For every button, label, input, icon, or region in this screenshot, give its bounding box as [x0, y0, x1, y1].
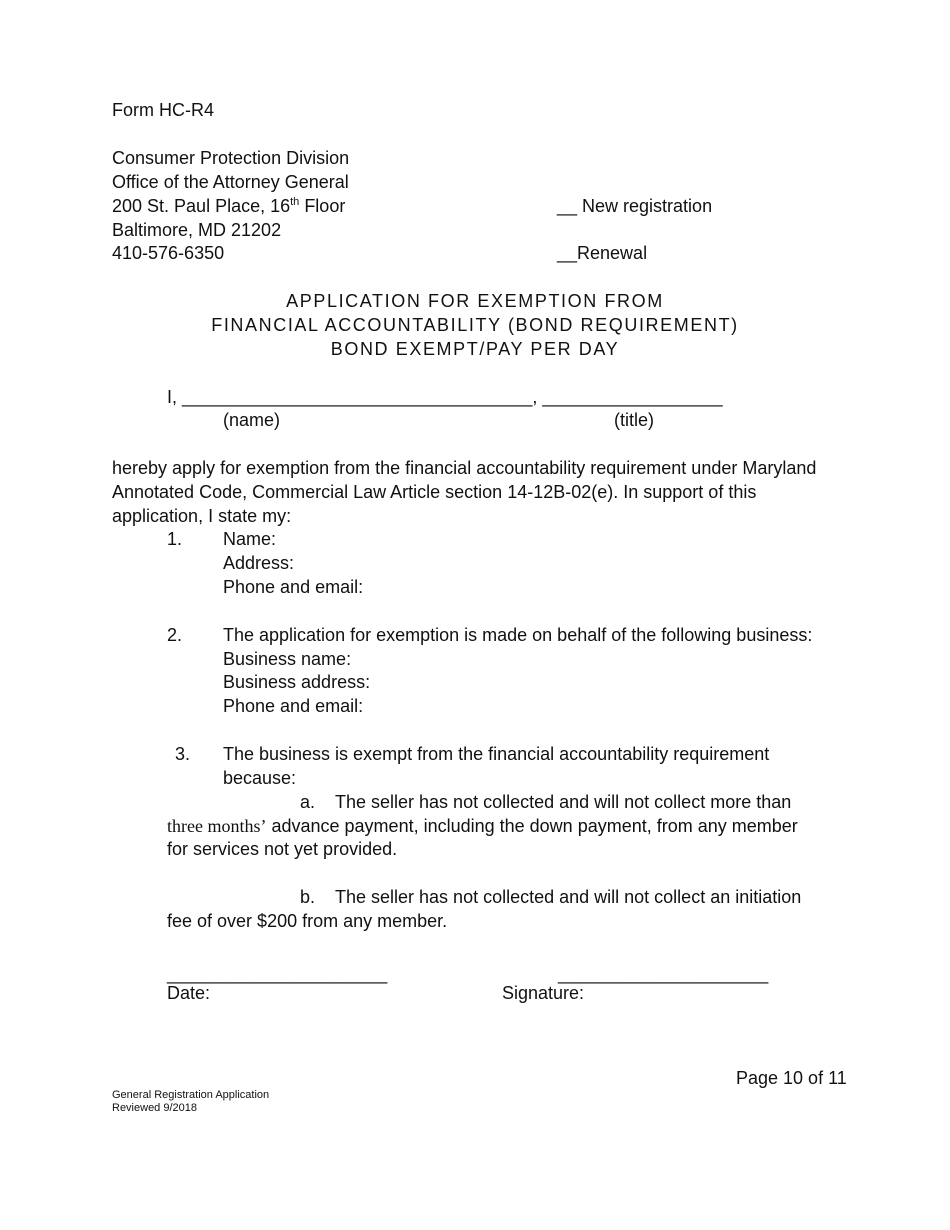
signature-label: Signature: [502, 983, 585, 1003]
item-1-address: Address: [223, 553, 295, 573]
item-1-name: Name: [223, 529, 277, 549]
street-sup: th [290, 196, 300, 208]
declaration-fill-line[interactable]: I, ___________________________________, __________________ [167, 387, 723, 407]
date-fill-line[interactable]: ______________________ [167, 964, 388, 984]
item-3a-serif-phrase: three months’ [167, 816, 267, 836]
street-pre: 200 St. Paul Place, 16 [112, 196, 291, 216]
name-caption: (name) [223, 410, 281, 430]
item-3a-line-2-rest: advance payment, including the down payment, from any member [266, 816, 798, 836]
item-1-number: 1. [167, 529, 183, 549]
office-name: Office of the Attorney General [112, 172, 349, 192]
page-number: Page 10 of 11 [736, 1068, 847, 1088]
office-division: Consumer Protection Division [112, 148, 350, 168]
office-phone: 410-576-6350 [112, 243, 225, 263]
date-label: Date: [167, 983, 211, 1003]
item-3-number: 3. [175, 744, 191, 764]
intro-line-1: hereby apply for exemption from the financial accountability requirement under Maryland [112, 458, 817, 478]
item-3b-label: b. [300, 887, 316, 907]
title-line-2: FINANCIAL ACCOUNTABILITY (BOND REQUIREMENT) [211, 315, 739, 335]
new-registration-option[interactable]: __ New registration [557, 196, 713, 216]
title-line-1: APPLICATION FOR EXEMPTION FROM [286, 291, 664, 311]
signature-fill-line[interactable]: _____________________ [558, 964, 769, 984]
item-3-line-1: The business is exempt from the financial accountability requirement [223, 744, 770, 764]
item-3b-line-2: fee of over $200 from any member. [167, 911, 448, 931]
item-3a-label: a. [300, 792, 316, 812]
item-2-business-name: Business name: [223, 649, 352, 669]
item-1-phone-email: Phone and email: [223, 577, 364, 597]
footer-doc-name: General Registration Application [112, 1089, 270, 1101]
item-3a-line-3: for services not yet provided. [167, 839, 398, 859]
footer-reviewed: Reviewed 9/2018 [112, 1102, 198, 1114]
title-caption: (title) [614, 410, 654, 430]
office-city: Baltimore, MD 21202 [112, 220, 282, 240]
form-id: Form HC-R4 [112, 100, 214, 120]
item-2-business-address: Business address: [223, 672, 371, 692]
item-2-number: 2. [167, 625, 183, 645]
item-3b-line-1: The seller has not collected and will not collect an initiation [335, 887, 802, 907]
intro-line-3: application, I state my: [112, 506, 292, 526]
title-line-3: BOND EXEMPT/PAY PER DAY [330, 339, 620, 359]
intro-line-2: Annotated Code, Commercial Law Article section 14-12B-02(e). In support of this [112, 482, 757, 502]
item-3a-line-1: The seller has not collected and will not collect more than [335, 792, 792, 812]
office-street [112, 194, 345, 218]
item-2-text: The application for exemption is made on behalf of the following business: [223, 625, 813, 645]
item-3-line-2: because: [223, 768, 297, 788]
street-post: Floor [299, 196, 346, 216]
renewal-option[interactable]: __Renewal [557, 243, 648, 263]
item-2-phone-email: Phone and email: [223, 696, 364, 716]
item-3a-line-2 [167, 814, 798, 838]
